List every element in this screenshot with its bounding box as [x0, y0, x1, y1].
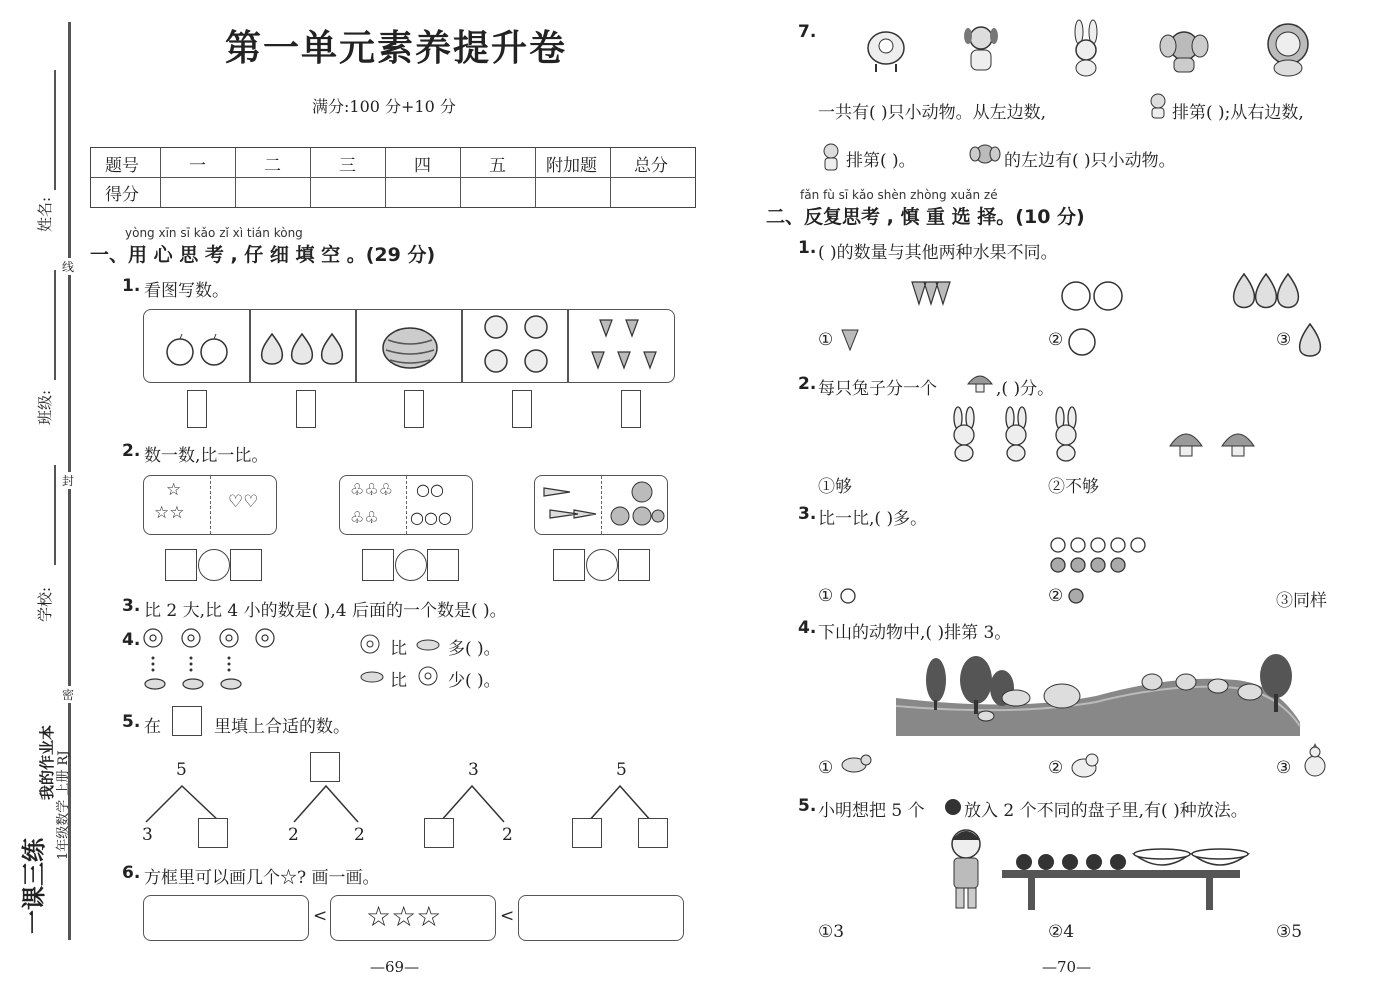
page-number-right: —70—	[1042, 958, 1092, 976]
q7-line2-a: 排第( )。	[846, 151, 916, 171]
section2-pinyin: fǎn fù sī kǎo shèn zhòng xuǎn zé	[800, 188, 998, 202]
section2-title: 二、反复思考 , 慎 重 选 择。(10 分)	[766, 206, 1085, 228]
strawberry-icon	[910, 278, 954, 308]
dog-icon	[960, 24, 1002, 76]
q7-line1: 一共有( )只小动物。从左边数,	[818, 103, 1047, 123]
q5-number: 5.	[122, 712, 141, 732]
cut-mark-feng: 封	[62, 474, 75, 488]
q3-number: 3.	[122, 596, 141, 616]
circle-rows	[1050, 536, 1160, 576]
c5-text-b: 放入 2 个不同的盘子里,有( )种放法。	[964, 801, 1248, 821]
q5-text-a: 在	[144, 717, 161, 737]
dog-icon	[1146, 92, 1170, 120]
less-than-sign: <	[500, 906, 515, 926]
q1-answer-box[interactable]	[404, 390, 424, 428]
class-label: 班级:	[36, 389, 54, 425]
q6-text: 方框里可以画几个☆? 画一画。	[144, 868, 380, 888]
table-header-cell: 二	[264, 156, 281, 176]
c5-option-3[interactable]: ③5	[1276, 922, 1303, 942]
elephant-icon	[1160, 26, 1208, 74]
q3-text: 比 2 大,比 4 小的数是( ),4 后面的一个数是( )。	[144, 601, 507, 621]
section1-pinyin: yòng xīn sī kǎo zǐ xì tián kòng	[125, 226, 303, 240]
watermelon-icon	[370, 326, 440, 372]
dog-icon	[818, 142, 844, 172]
hill-scene	[896, 650, 1300, 738]
grade-label: 1年级数学 上册 RJ	[56, 750, 71, 860]
star-icon: ☆☆	[154, 503, 185, 523]
c5-text-a: 小明想把 5 个	[818, 801, 925, 821]
c5-number: 5.	[798, 796, 817, 816]
c4-number: 4.	[798, 618, 817, 638]
q6-draw-box-right[interactable]	[518, 895, 684, 941]
bond-answer-box[interactable]	[310, 752, 340, 782]
table-header-cell: 四	[414, 156, 431, 176]
q7-line2-b: 的左边有( )只小动物。	[1004, 151, 1176, 171]
carrot-icon	[540, 480, 598, 528]
table-with-apples	[1000, 842, 1240, 912]
c4-option-2[interactable]: ②	[1048, 758, 1064, 778]
table-header-cell: 题号	[105, 156, 139, 176]
dog-icon	[838, 752, 872, 778]
star-icon: ☆	[166, 480, 182, 500]
elephant-icon	[970, 142, 1000, 170]
pear-icon	[1230, 268, 1302, 312]
name-label: 姓名:	[36, 196, 54, 232]
full-score: 满分:100 分+10 分	[312, 97, 456, 116]
strawberry-icon	[592, 316, 662, 376]
cut-mark-mi: 密	[62, 688, 75, 702]
rabbit-icon	[1066, 22, 1106, 76]
cut-mark-xian: 线	[62, 260, 75, 274]
page-title: 第一单元素养提升卷	[225, 27, 568, 69]
c1-option-3[interactable]: ③	[1276, 330, 1292, 350]
pear-icon	[1296, 322, 1324, 358]
apple-dark-icon	[944, 798, 962, 816]
table-header-cell: 三	[339, 156, 356, 176]
c2-text-a: 每只兔子分一个	[818, 379, 937, 399]
c4-text: 下山的动物中,( )排第 3。	[818, 623, 1012, 643]
q2-number: 2.	[122, 441, 141, 461]
bond-top: 3	[468, 760, 479, 780]
score-table	[90, 147, 696, 208]
q5-text-b: 里填上合适的数。	[214, 717, 350, 737]
strawberry-icon	[840, 328, 860, 352]
c3-text: 比一比,( )多。	[818, 509, 928, 529]
q1-number: 1.	[122, 276, 141, 296]
sheep-icon	[866, 26, 906, 72]
bond-right: 2	[502, 825, 513, 845]
q7-line1-b: 排第( );从右边数,	[1172, 103, 1304, 123]
q7-number: 7.	[798, 22, 817, 42]
flower-icon	[418, 666, 440, 686]
heart-icon: ♡♡	[228, 492, 259, 512]
q4-line1-a: 比	[390, 639, 407, 659]
apple-icon	[1060, 278, 1126, 312]
leaf-icon	[360, 670, 384, 684]
q1-answer-box[interactable]	[512, 390, 532, 428]
c2-text-b: ,( )分。	[996, 379, 1055, 399]
table-header-cell: 总分	[634, 156, 668, 176]
apple-icon	[1068, 326, 1098, 356]
cat-icon	[1068, 752, 1100, 780]
table-header-cell: 附加题	[546, 156, 597, 176]
bond-left: 3	[142, 825, 153, 845]
c1-number: 1.	[798, 238, 817, 258]
apple-icon	[165, 334, 235, 368]
table-header-cell: 一	[189, 156, 206, 176]
bond-right: 2	[354, 825, 365, 845]
c2-number: 2.	[798, 374, 817, 394]
apple-icon: ○○	[416, 480, 444, 499]
peach-icon	[478, 313, 558, 377]
q5-sample-box	[172, 706, 202, 736]
rabbit-icon	[944, 408, 1094, 462]
series-name: 我的作业本	[38, 724, 56, 800]
leaf-icon	[416, 638, 440, 652]
q4-line1-b: 多( )。	[448, 639, 501, 659]
c2-option-2[interactable]: ②不够	[1048, 477, 1099, 497]
apple-icon: ○○○	[410, 508, 452, 527]
bond-top: 5	[616, 760, 627, 780]
c3-option-1[interactable]: ①	[818, 586, 834, 606]
pear-icon: ♧♧♧	[350, 480, 394, 499]
flower-icon	[360, 634, 382, 654]
pear-icon	[258, 328, 350, 368]
q6-draw-box-left[interactable]	[143, 895, 309, 941]
q1-text: 看图写数。	[144, 281, 229, 301]
page-number-left: —69—	[370, 958, 420, 976]
mushroom-icon	[1168, 428, 1260, 460]
brand-logo: 一课三练	[20, 838, 48, 934]
pear-icon: ♧♧	[350, 508, 379, 527]
c1-option-2[interactable]: ②	[1048, 330, 1064, 350]
c3-option-2[interactable]: ②	[1048, 586, 1064, 606]
boy-icon	[946, 826, 986, 914]
c1-text: ( )的数量与其他两种水果不同。	[818, 243, 1058, 263]
q1-answer-box[interactable]	[296, 390, 316, 428]
chicken-icon	[1302, 746, 1328, 780]
c3-option-3[interactable]: ③同样	[1276, 591, 1327, 611]
flower-icon	[143, 628, 283, 690]
section1-title: 一、用 心 思 考 , 仔 细 填 空 。(29 分)	[90, 244, 436, 266]
table-row-label: 得分	[105, 185, 139, 205]
q1-answer-box[interactable]	[187, 390, 207, 428]
circle-gray-icon	[1068, 588, 1084, 604]
mushroom-icon	[966, 372, 994, 394]
q4-line2-b: 少( )。	[448, 671, 501, 691]
bond-answer-box[interactable]	[424, 818, 454, 848]
lion-icon	[1262, 22, 1314, 76]
c3-number: 3.	[798, 504, 817, 524]
c5-option-1[interactable]: ①3	[818, 922, 845, 942]
table-header-cell: 五	[489, 156, 506, 176]
q4-number: 4.	[122, 630, 141, 650]
cabbage-icon	[606, 480, 664, 528]
c1-option-1[interactable]: ①	[818, 330, 834, 350]
q2-text: 数一数,比一比。	[144, 446, 269, 466]
less-than-sign: <	[313, 906, 328, 926]
c4-option-3[interactable]: ③	[1276, 758, 1292, 778]
bond-answer-box[interactable]	[198, 818, 228, 848]
bond-left: 2	[288, 825, 299, 845]
c4-option-1[interactable]: ①	[818, 758, 834, 778]
c5-option-2[interactable]: ②4	[1048, 922, 1075, 942]
bond-answer-box[interactable]	[638, 818, 668, 848]
q6-stars: ☆☆☆	[366, 900, 442, 933]
c2-option-1[interactable]: ①够	[818, 477, 852, 497]
q1-answer-box[interactable]	[621, 390, 641, 428]
circle-white-icon	[840, 588, 856, 604]
q6-number: 6.	[122, 863, 141, 883]
bond-answer-box[interactable]	[572, 818, 602, 848]
bond-top: 5	[176, 760, 187, 780]
q4-line2-a: 比	[390, 671, 407, 691]
school-label: 学校:	[36, 586, 54, 622]
